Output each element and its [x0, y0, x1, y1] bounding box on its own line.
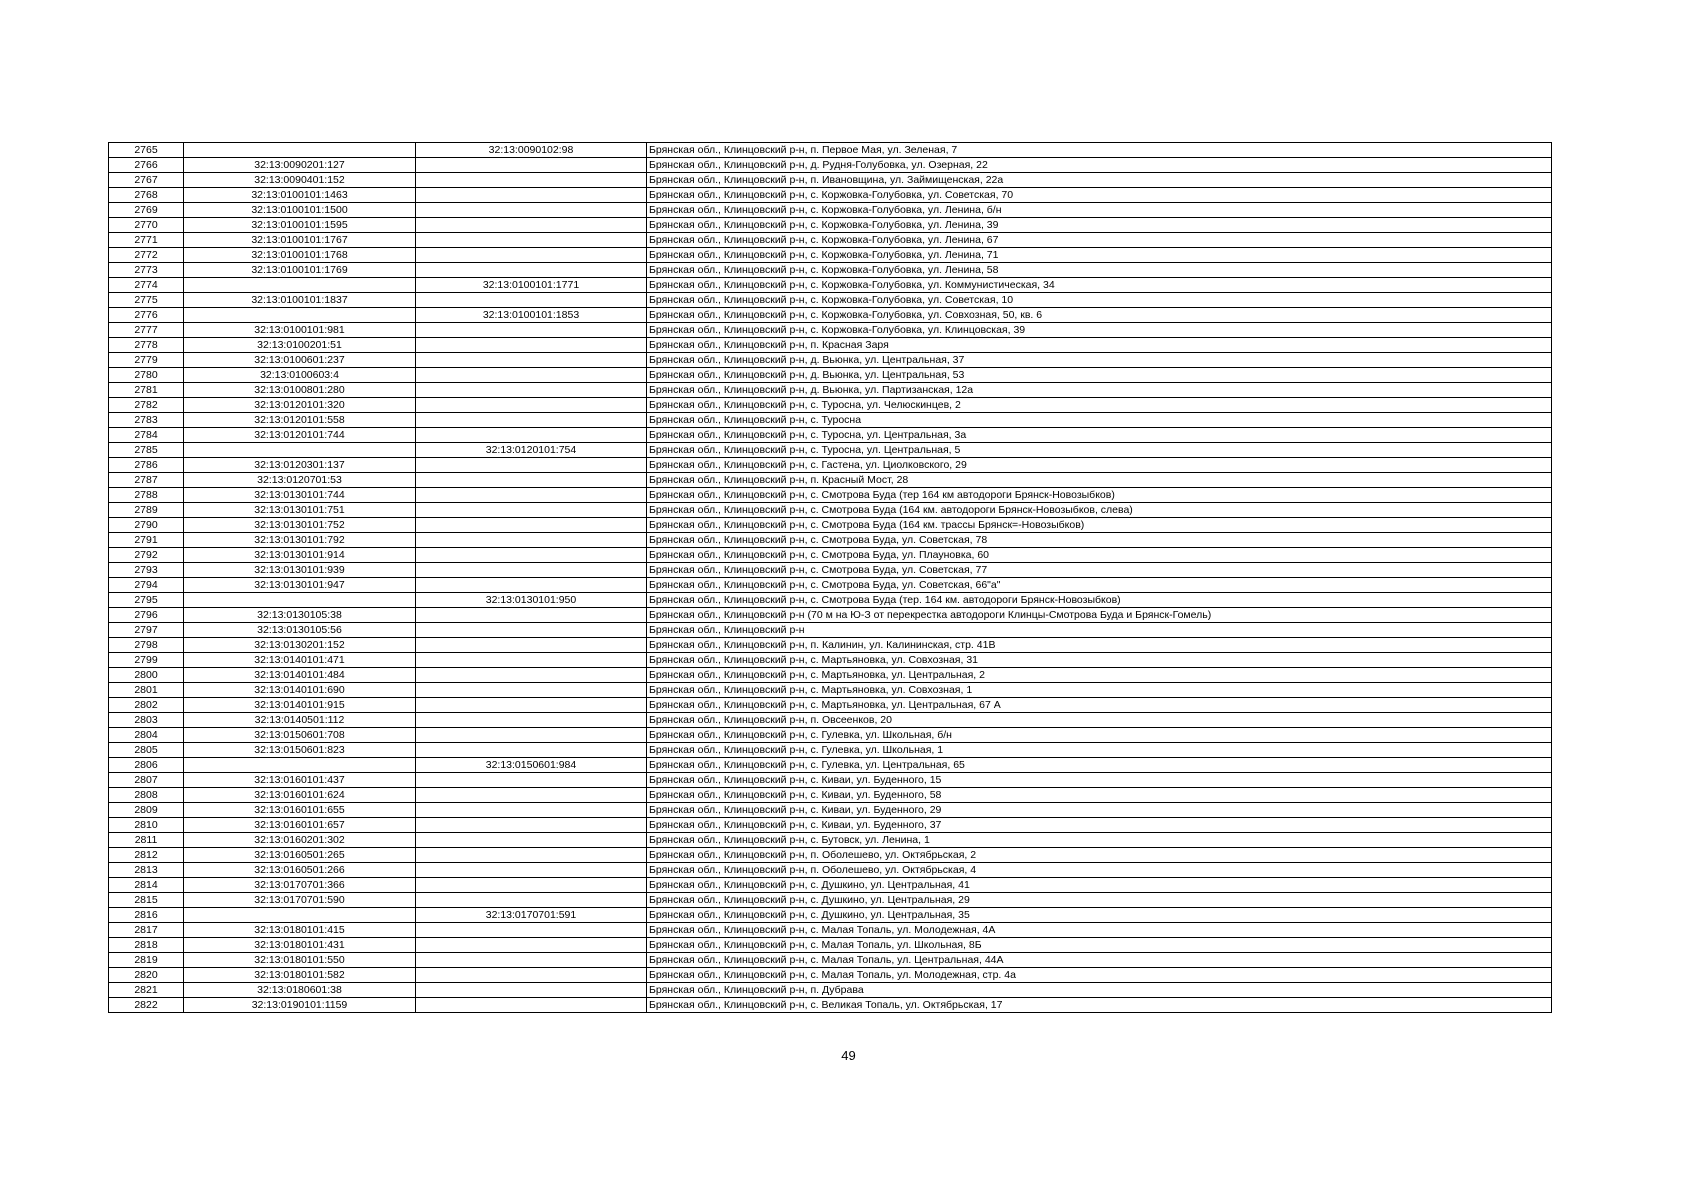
land-cadastral-number-cell: 32:13:0100101:1595	[184, 218, 416, 233]
row-number-cell: 2814	[109, 878, 184, 893]
row-number-cell: 2813	[109, 863, 184, 878]
row-number-cell: 2782	[109, 398, 184, 413]
address-cell: Брянская обл., Клинцовский р-н, с. Смотрова Буда, ул. Советская, 77	[647, 563, 1552, 578]
building-cadastral-number-cell: 32:13:0100101:1853	[416, 308, 647, 323]
building-cadastral-number-cell	[416, 698, 647, 713]
land-cadastral-number-cell: 32:13:0170701:366	[184, 878, 416, 893]
building-cadastral-number-cell	[416, 548, 647, 563]
address-cell: Брянская обл., Клинцовский р-н (70 м на Ю-З от перекрестка автодороги Клинцы-Смотрова Буда и Брянск-Гомель)	[647, 608, 1552, 623]
address-cell: Брянская обл., Клинцовский р-н, с. Гастена, ул. Циолковского, 29	[647, 458, 1552, 473]
land-cadastral-number-cell: 32:13:0140101:690	[184, 683, 416, 698]
building-cadastral-number-cell	[416, 383, 647, 398]
land-cadastral-number-cell: 32:13:0100101:1767	[184, 233, 416, 248]
address-cell: Брянская обл., Клинцовский р-н, с. Мартьяновка, ул. Центральная, 67 А	[647, 698, 1552, 713]
row-number-cell: 2765	[109, 143, 184, 158]
table-row	[109, 968, 1552, 983]
address-cell: Брянская обл., Клинцовский р-н, д. Вьюнка, ул. Центральная, 37	[647, 353, 1552, 368]
address-cell: Брянская обл., Клинцовский р-н, д. Рудня-Голубовка, ул. Озерная, 22	[647, 158, 1552, 173]
row-number-cell: 2783	[109, 413, 184, 428]
building-cadastral-number-cell	[416, 428, 647, 443]
table-row	[109, 713, 1552, 728]
building-cadastral-number-cell	[416, 638, 647, 653]
building-cadastral-number-cell	[416, 248, 647, 263]
row-number-cell: 2821	[109, 983, 184, 998]
table-row	[109, 233, 1552, 248]
building-cadastral-number-cell	[416, 563, 647, 578]
row-number-cell: 2777	[109, 323, 184, 338]
table-row	[109, 503, 1552, 518]
row-number-cell: 2774	[109, 278, 184, 293]
address-cell: Брянская обл., Клинцовский р-н, п. Оболешево, ул. Октябрьская, 2	[647, 848, 1552, 863]
table-row	[109, 683, 1552, 698]
row-number-cell: 2775	[109, 293, 184, 308]
address-cell: Брянская обл., Клинцовский р-н	[647, 623, 1552, 638]
table-row	[109, 518, 1552, 533]
table-row	[109, 758, 1552, 773]
building-cadastral-number-cell	[416, 398, 647, 413]
row-number-cell: 2786	[109, 458, 184, 473]
row-number-cell: 2791	[109, 533, 184, 548]
row-number-cell: 2787	[109, 473, 184, 488]
land-cadastral-number-cell	[184, 143, 416, 158]
table-row	[109, 158, 1552, 173]
row-number-cell: 2807	[109, 773, 184, 788]
land-cadastral-number-cell: 32:13:0180101:582	[184, 968, 416, 983]
row-number-cell: 2773	[109, 263, 184, 278]
row-number-cell: 2822	[109, 998, 184, 1013]
address-cell: Брянская обл., Клинцовский р-н, с. Мартьяновка, ул. Центральная, 2	[647, 668, 1552, 683]
land-cadastral-number-cell: 32:13:0180101:550	[184, 953, 416, 968]
address-cell: Брянская обл., Клинцовский р-н, с. Коржовка-Голубовка, ул. Клинцовская, 39	[647, 323, 1552, 338]
land-cadastral-number-cell: 32:13:0160201:302	[184, 833, 416, 848]
address-cell: Брянская обл., Клинцовский р-н, с. Коржовка-Голубовка, ул. Ленина, 67	[647, 233, 1552, 248]
table-row	[109, 998, 1552, 1013]
row-number-cell: 2771	[109, 233, 184, 248]
address-cell: Брянская обл., Клинцовский р-н, п. Красная Заря	[647, 338, 1552, 353]
row-number-cell: 2790	[109, 518, 184, 533]
land-cadastral-number-cell: 32:13:0130105:56	[184, 623, 416, 638]
registry-sheet	[108, 142, 1551, 1013]
table-row	[109, 623, 1552, 638]
land-cadastral-number-cell	[184, 758, 416, 773]
building-cadastral-number-cell	[416, 923, 647, 938]
land-cadastral-number-cell: 32:13:0130101:939	[184, 563, 416, 578]
address-cell: Брянская обл., Клинцовский р-н, с. Туросна	[647, 413, 1552, 428]
building-cadastral-number-cell	[416, 983, 647, 998]
building-cadastral-number-cell: 32:13:0090102:98	[416, 143, 647, 158]
building-cadastral-number-cell	[416, 623, 647, 638]
table-row	[109, 803, 1552, 818]
table-row	[109, 563, 1552, 578]
land-cadastral-number-cell: 32:13:0100801:280	[184, 383, 416, 398]
address-cell: Брянская обл., Клинцовский р-н, с. Гулевка, ул. Школьная, 1	[647, 743, 1552, 758]
address-cell: Брянская обл., Клинцовский р-н, с. Коржовка-Голубовка, ул. Ленина, б/н	[647, 203, 1552, 218]
address-cell: Брянская обл., Клинцовский р-н, с. Коржовка-Голубовка, ул. Совхозная, 50, кв. 6	[647, 308, 1552, 323]
table-row	[109, 398, 1552, 413]
address-cell: Брянская обл., Клинцовский р-н, с. Гулевка, ул. Школьная, б/н	[647, 728, 1552, 743]
building-cadastral-number-cell	[416, 203, 647, 218]
table-row	[109, 953, 1552, 968]
address-cell: Брянская обл., Клинцовский р-н, с. Малая Топаль, ул. Молодежная, 4А	[647, 923, 1552, 938]
address-cell: Брянская обл., Клинцовский р-н, с. Малая Топаль, ул. Центральная, 44А	[647, 953, 1552, 968]
address-cell: Брянская обл., Клинцовский р-н, с. Смотрова Буда, ул. Плауновка, 60	[647, 548, 1552, 563]
land-cadastral-number-cell: 32:13:0100101:1768	[184, 248, 416, 263]
land-cadastral-number-cell: 32:13:0120701:53	[184, 473, 416, 488]
building-cadastral-number-cell: 32:13:0150601:984	[416, 758, 647, 773]
property-registry-table	[108, 142, 1552, 1013]
address-cell: Брянская обл., Клинцовский р-н, п. Овсеенков, 20	[647, 713, 1552, 728]
table-row	[109, 908, 1552, 923]
row-number-cell: 2796	[109, 608, 184, 623]
address-cell: Брянская обл., Клинцовский р-н, с. Малая Топаль, ул. Школьная, 8Б	[647, 938, 1552, 953]
building-cadastral-number-cell: 32:13:0100101:1771	[416, 278, 647, 293]
row-number-cell: 2818	[109, 938, 184, 953]
address-cell: Брянская обл., Клинцовский р-н, с. Туросна, ул. Центральная, 3а	[647, 428, 1552, 443]
land-cadastral-number-cell: 32:13:0160101:624	[184, 788, 416, 803]
land-cadastral-number-cell	[184, 278, 416, 293]
table-row	[109, 308, 1552, 323]
address-cell: Брянская обл., Клинцовский р-н, с. Смотрова Буда (тер. 164 км. автодороги Брянск-Новозыбков)	[647, 593, 1552, 608]
address-cell: Брянская обл., Клинцовский р-н, с. Мартьяновка, ул. Совхозная, 1	[647, 683, 1552, 698]
address-cell: Брянская обл., Клинцовский р-н, с. Коржовка-Голубовка, ул. Ленина, 71	[647, 248, 1552, 263]
row-number-cell: 2804	[109, 728, 184, 743]
land-cadastral-number-cell: 32:13:0160101:657	[184, 818, 416, 833]
land-cadastral-number-cell: 32:13:0120101:744	[184, 428, 416, 443]
table-row	[109, 698, 1552, 713]
table-row	[109, 878, 1552, 893]
building-cadastral-number-cell	[416, 458, 647, 473]
row-number-cell: 2806	[109, 758, 184, 773]
table-row	[109, 218, 1552, 233]
land-cadastral-number-cell: 32:13:0090401:152	[184, 173, 416, 188]
building-cadastral-number-cell	[416, 818, 647, 833]
land-cadastral-number-cell: 32:13:0160101:655	[184, 803, 416, 818]
address-cell: Брянская обл., Клинцовский р-н, с. Душкино, ул. Центральная, 29	[647, 893, 1552, 908]
building-cadastral-number-cell	[416, 968, 647, 983]
table-row	[109, 833, 1552, 848]
table-row	[109, 263, 1552, 278]
land-cadastral-number-cell	[184, 443, 416, 458]
table-row	[109, 338, 1552, 353]
row-number-cell: 2768	[109, 188, 184, 203]
table-row	[109, 638, 1552, 653]
address-cell: Брянская обл., Клинцовский р-н, с. Коржовка-Голубовка, ул. Коммунистическая, 34	[647, 278, 1552, 293]
building-cadastral-number-cell	[416, 488, 647, 503]
table-row	[109, 278, 1552, 293]
building-cadastral-number-cell	[416, 503, 647, 518]
building-cadastral-number-cell	[416, 788, 647, 803]
land-cadastral-number-cell: 32:13:0100101:1769	[184, 263, 416, 278]
building-cadastral-number-cell	[416, 368, 647, 383]
table-row	[109, 818, 1552, 833]
row-number-cell: 2772	[109, 248, 184, 263]
building-cadastral-number-cell	[416, 518, 647, 533]
address-cell: Брянская обл., Клинцовский р-н, с. Смотрова Буда (164 км. автодороги Брянск-Новозыбков, слева)	[647, 503, 1552, 518]
land-cadastral-number-cell: 32:13:0120101:320	[184, 398, 416, 413]
table-row	[109, 548, 1552, 563]
building-cadastral-number-cell	[416, 158, 647, 173]
land-cadastral-number-cell	[184, 908, 416, 923]
table-row	[109, 248, 1552, 263]
land-cadastral-number-cell: 32:13:0140101:484	[184, 668, 416, 683]
building-cadastral-number-cell	[416, 728, 647, 743]
table-row	[109, 983, 1552, 998]
building-cadastral-number-cell	[416, 338, 647, 353]
address-cell: Брянская обл., Клинцовский р-н, с. Туросна, ул. Челюскинцев, 2	[647, 398, 1552, 413]
row-number-cell: 2767	[109, 173, 184, 188]
table-row	[109, 203, 1552, 218]
address-cell: Брянская обл., Клинцовский р-н, с. Смотрова Буда, ул. Советская, 78	[647, 533, 1552, 548]
address-cell: Брянская обл., Клинцовский р-н, с. Киваи, ул. Буденного, 37	[647, 818, 1552, 833]
row-number-cell: 2785	[109, 443, 184, 458]
land-cadastral-number-cell: 32:13:0130101:752	[184, 518, 416, 533]
building-cadastral-number-cell	[416, 578, 647, 593]
land-cadastral-number-cell	[184, 593, 416, 608]
row-number-cell: 2769	[109, 203, 184, 218]
row-number-cell: 2780	[109, 368, 184, 383]
building-cadastral-number-cell	[416, 848, 647, 863]
table-row	[109, 323, 1552, 338]
building-cadastral-number-cell	[416, 803, 647, 818]
row-number-cell: 2789	[109, 503, 184, 518]
address-cell: Брянская обл., Клинцовский р-н, с. Коржовка-Голубовка, ул. Ленина, 58	[647, 263, 1552, 278]
land-cadastral-number-cell: 32:13:0140501:112	[184, 713, 416, 728]
building-cadastral-number-cell	[416, 998, 647, 1013]
address-cell: Брянская обл., Клинцовский р-н, с. Гулевка, ул. Центральная, 65	[647, 758, 1552, 773]
building-cadastral-number-cell	[416, 218, 647, 233]
row-number-cell: 2799	[109, 653, 184, 668]
table-row	[109, 413, 1552, 428]
building-cadastral-number-cell	[416, 893, 647, 908]
row-number-cell: 2817	[109, 923, 184, 938]
address-cell: Брянская обл., Клинцовский р-н, п. Красный Мост, 28	[647, 473, 1552, 488]
building-cadastral-number-cell	[416, 188, 647, 203]
land-cadastral-number-cell: 32:13:0160101:437	[184, 773, 416, 788]
building-cadastral-number-cell	[416, 263, 647, 278]
address-cell: Брянская обл., Клинцовский р-н, с. Великая Топаль, ул. Октябрьская, 17	[647, 998, 1552, 1013]
land-cadastral-number-cell: 32:13:0120101:558	[184, 413, 416, 428]
land-cadastral-number-cell: 32:13:0100201:51	[184, 338, 416, 353]
row-number-cell: 2805	[109, 743, 184, 758]
table-row	[109, 863, 1552, 878]
land-cadastral-number-cell: 32:13:0180101:415	[184, 923, 416, 938]
row-number-cell: 2792	[109, 548, 184, 563]
land-cadastral-number-cell: 32:13:0180601:38	[184, 983, 416, 998]
table-row	[109, 788, 1552, 803]
table-row	[109, 653, 1552, 668]
table-row	[109, 458, 1552, 473]
address-cell: Брянская обл., Клинцовский р-н, с. Киваи, ул. Буденного, 58	[647, 788, 1552, 803]
registry-table-body	[109, 143, 1552, 1013]
land-cadastral-number-cell: 32:13:0100101:981	[184, 323, 416, 338]
building-cadastral-number-cell	[416, 608, 647, 623]
building-cadastral-number-cell	[416, 293, 647, 308]
table-row	[109, 443, 1552, 458]
table-row	[109, 743, 1552, 758]
row-number-cell: 2793	[109, 563, 184, 578]
land-cadastral-number-cell: 32:13:0170701:590	[184, 893, 416, 908]
address-cell: Брянская обл., Клинцовский р-н, с. Смотрова Буда (164 км. трассы Брянск=-Новозыбков)	[647, 518, 1552, 533]
land-cadastral-number-cell: 32:13:0150601:823	[184, 743, 416, 758]
address-cell: Брянская обл., Клинцовский р-н, с. Туросна, ул. Центральная, 5	[647, 443, 1552, 458]
land-cadastral-number-cell: 32:13:0100101:1463	[184, 188, 416, 203]
row-number-cell: 2820	[109, 968, 184, 983]
table-row	[109, 143, 1552, 158]
table-row	[109, 353, 1552, 368]
table-row	[109, 368, 1552, 383]
row-number-cell: 2808	[109, 788, 184, 803]
address-cell: Брянская обл., Клинцовский р-н, с. Коржовка-Голубовка, ул. Ленина, 39	[647, 218, 1552, 233]
building-cadastral-number-cell	[416, 533, 647, 548]
row-number-cell: 2812	[109, 848, 184, 863]
table-row	[109, 893, 1552, 908]
building-cadastral-number-cell	[416, 953, 647, 968]
address-cell: Брянская обл., Клинцовский р-н, п. Калинин, ул. Калининская, стр. 41В	[647, 638, 1552, 653]
table-row	[109, 923, 1552, 938]
building-cadastral-number-cell	[416, 773, 647, 788]
land-cadastral-number-cell: 32:13:0140101:471	[184, 653, 416, 668]
building-cadastral-number-cell	[416, 413, 647, 428]
row-number-cell: 2798	[109, 638, 184, 653]
land-cadastral-number-cell: 32:13:0140101:915	[184, 698, 416, 713]
table-row	[109, 578, 1552, 593]
land-cadastral-number-cell: 32:13:0160501:265	[184, 848, 416, 863]
address-cell: Брянская обл., Клинцовский р-н, с. Киваи, ул. Буденного, 29	[647, 803, 1552, 818]
row-number-cell: 2815	[109, 893, 184, 908]
address-cell: Брянская обл., Клинцовский р-н, с. Малая Топаль, ул. Молодежная, стр. 4а	[647, 968, 1552, 983]
building-cadastral-number-cell	[416, 683, 647, 698]
land-cadastral-number-cell: 32:13:0130201:152	[184, 638, 416, 653]
land-cadastral-number-cell: 32:13:0130105:38	[184, 608, 416, 623]
address-cell: Брянская обл., Клинцовский р-н, с. Душкино, ул. Центральная, 35	[647, 908, 1552, 923]
land-cadastral-number-cell: 32:13:0180101:431	[184, 938, 416, 953]
row-number-cell: 2788	[109, 488, 184, 503]
row-number-cell: 2800	[109, 668, 184, 683]
table-row	[109, 473, 1552, 488]
building-cadastral-number-cell	[416, 938, 647, 953]
row-number-cell: 2810	[109, 818, 184, 833]
land-cadastral-number-cell: 32:13:0160501:266	[184, 863, 416, 878]
row-number-cell: 2809	[109, 803, 184, 818]
address-cell: Брянская обл., Клинцовский р-н, д. Вьюнка, ул. Центральная, 53	[647, 368, 1552, 383]
table-row	[109, 383, 1552, 398]
table-row	[109, 848, 1552, 863]
table-row	[109, 773, 1552, 788]
address-cell: Брянская обл., Клинцовский р-н, с. Душкино, ул. Центральная, 41	[647, 878, 1552, 893]
building-cadastral-number-cell	[416, 878, 647, 893]
building-cadastral-number-cell	[416, 668, 647, 683]
land-cadastral-number-cell: 32:13:0130101:744	[184, 488, 416, 503]
address-cell: Брянская обл., Клинцовский р-н, с. Коржовка-Голубовка, ул. Советская, 10	[647, 293, 1552, 308]
table-row	[109, 533, 1552, 548]
building-cadastral-number-cell	[416, 173, 647, 188]
address-cell: Брянская обл., Клинцовский р-н, с. Бутовск, ул. Ленина, 1	[647, 833, 1552, 848]
row-number-cell: 2802	[109, 698, 184, 713]
row-number-cell: 2778	[109, 338, 184, 353]
building-cadastral-number-cell	[416, 473, 647, 488]
address-cell: Брянская обл., Клинцовский р-н, с. Смотрова Буда, ул. Советская, 66"а"	[647, 578, 1552, 593]
address-cell: Брянская обл., Клинцовский р-н, п. Оболешево, ул. Октябрьская, 4	[647, 863, 1552, 878]
building-cadastral-number-cell	[416, 353, 647, 368]
address-cell: Брянская обл., Клинцовский р-н, п. Дубрава	[647, 983, 1552, 998]
address-cell: Брянская обл., Клинцовский р-н, п. Первое Мая, ул. Зеленая, 7	[647, 143, 1552, 158]
page-number: 49	[841, 1048, 856, 1063]
land-cadastral-number-cell: 32:13:0090201:127	[184, 158, 416, 173]
land-cadastral-number-cell: 32:13:0100101:1837	[184, 293, 416, 308]
building-cadastral-number-cell	[416, 713, 647, 728]
building-cadastral-number-cell	[416, 833, 647, 848]
table-row	[109, 593, 1552, 608]
land-cadastral-number-cell: 32:13:0190101:1159	[184, 998, 416, 1013]
land-cadastral-number-cell	[184, 308, 416, 323]
table-row	[109, 728, 1552, 743]
building-cadastral-number-cell	[416, 743, 647, 758]
row-number-cell: 2795	[109, 593, 184, 608]
row-number-cell: 2816	[109, 908, 184, 923]
row-number-cell: 2776	[109, 308, 184, 323]
row-number-cell: 2803	[109, 713, 184, 728]
row-number-cell: 2766	[109, 158, 184, 173]
row-number-cell: 2781	[109, 383, 184, 398]
row-number-cell: 2801	[109, 683, 184, 698]
table-row	[109, 608, 1552, 623]
building-cadastral-number-cell	[416, 233, 647, 248]
land-cadastral-number-cell: 32:13:0100603:4	[184, 368, 416, 383]
land-cadastral-number-cell: 32:13:0130101:751	[184, 503, 416, 518]
row-number-cell: 2794	[109, 578, 184, 593]
building-cadastral-number-cell: 32:13:0130101:950	[416, 593, 647, 608]
row-number-cell: 2770	[109, 218, 184, 233]
row-number-cell: 2811	[109, 833, 184, 848]
row-number-cell: 2779	[109, 353, 184, 368]
row-number-cell: 2819	[109, 953, 184, 968]
address-cell: Брянская обл., Клинцовский р-н, с. Киваи, ул. Буденного, 15	[647, 773, 1552, 788]
land-cadastral-number-cell: 32:13:0150601:708	[184, 728, 416, 743]
table-row	[109, 428, 1552, 443]
row-number-cell: 2784	[109, 428, 184, 443]
land-cadastral-number-cell: 32:13:0130101:792	[184, 533, 416, 548]
land-cadastral-number-cell: 32:13:0120301:137	[184, 458, 416, 473]
table-row	[109, 188, 1552, 203]
building-cadastral-number-cell	[416, 863, 647, 878]
building-cadastral-number-cell	[416, 653, 647, 668]
row-number-cell: 2797	[109, 623, 184, 638]
building-cadastral-number-cell	[416, 323, 647, 338]
table-row	[109, 173, 1552, 188]
table-row	[109, 488, 1552, 503]
address-cell: Брянская обл., Клинцовский р-н, п. Ивановщина, ул. Займищенская, 22а	[647, 173, 1552, 188]
table-row	[109, 938, 1552, 953]
address-cell: Брянская обл., Клинцовский р-н, с. Мартьяновка, ул. Совхозная, 31	[647, 653, 1552, 668]
land-cadastral-number-cell: 32:13:0100101:1500	[184, 203, 416, 218]
table-row	[109, 293, 1552, 308]
building-cadastral-number-cell: 32:13:0170701:591	[416, 908, 647, 923]
land-cadastral-number-cell: 32:13:0130101:914	[184, 548, 416, 563]
address-cell: Брянская обл., Клинцовский р-н, с. Коржовка-Голубовка, ул. Советская, 70	[647, 188, 1552, 203]
table-row	[109, 668, 1552, 683]
building-cadastral-number-cell: 32:13:0120101:754	[416, 443, 647, 458]
land-cadastral-number-cell: 32:13:0100601:237	[184, 353, 416, 368]
address-cell: Брянская обл., Клинцовский р-н, д. Вьюнка, ул. Партизанская, 12а	[647, 383, 1552, 398]
address-cell: Брянская обл., Клинцовский р-н, с. Смотрова Буда (тер 164 км автодороги Брянск-Новозыбков)	[647, 488, 1552, 503]
land-cadastral-number-cell: 32:13:0130101:947	[184, 578, 416, 593]
